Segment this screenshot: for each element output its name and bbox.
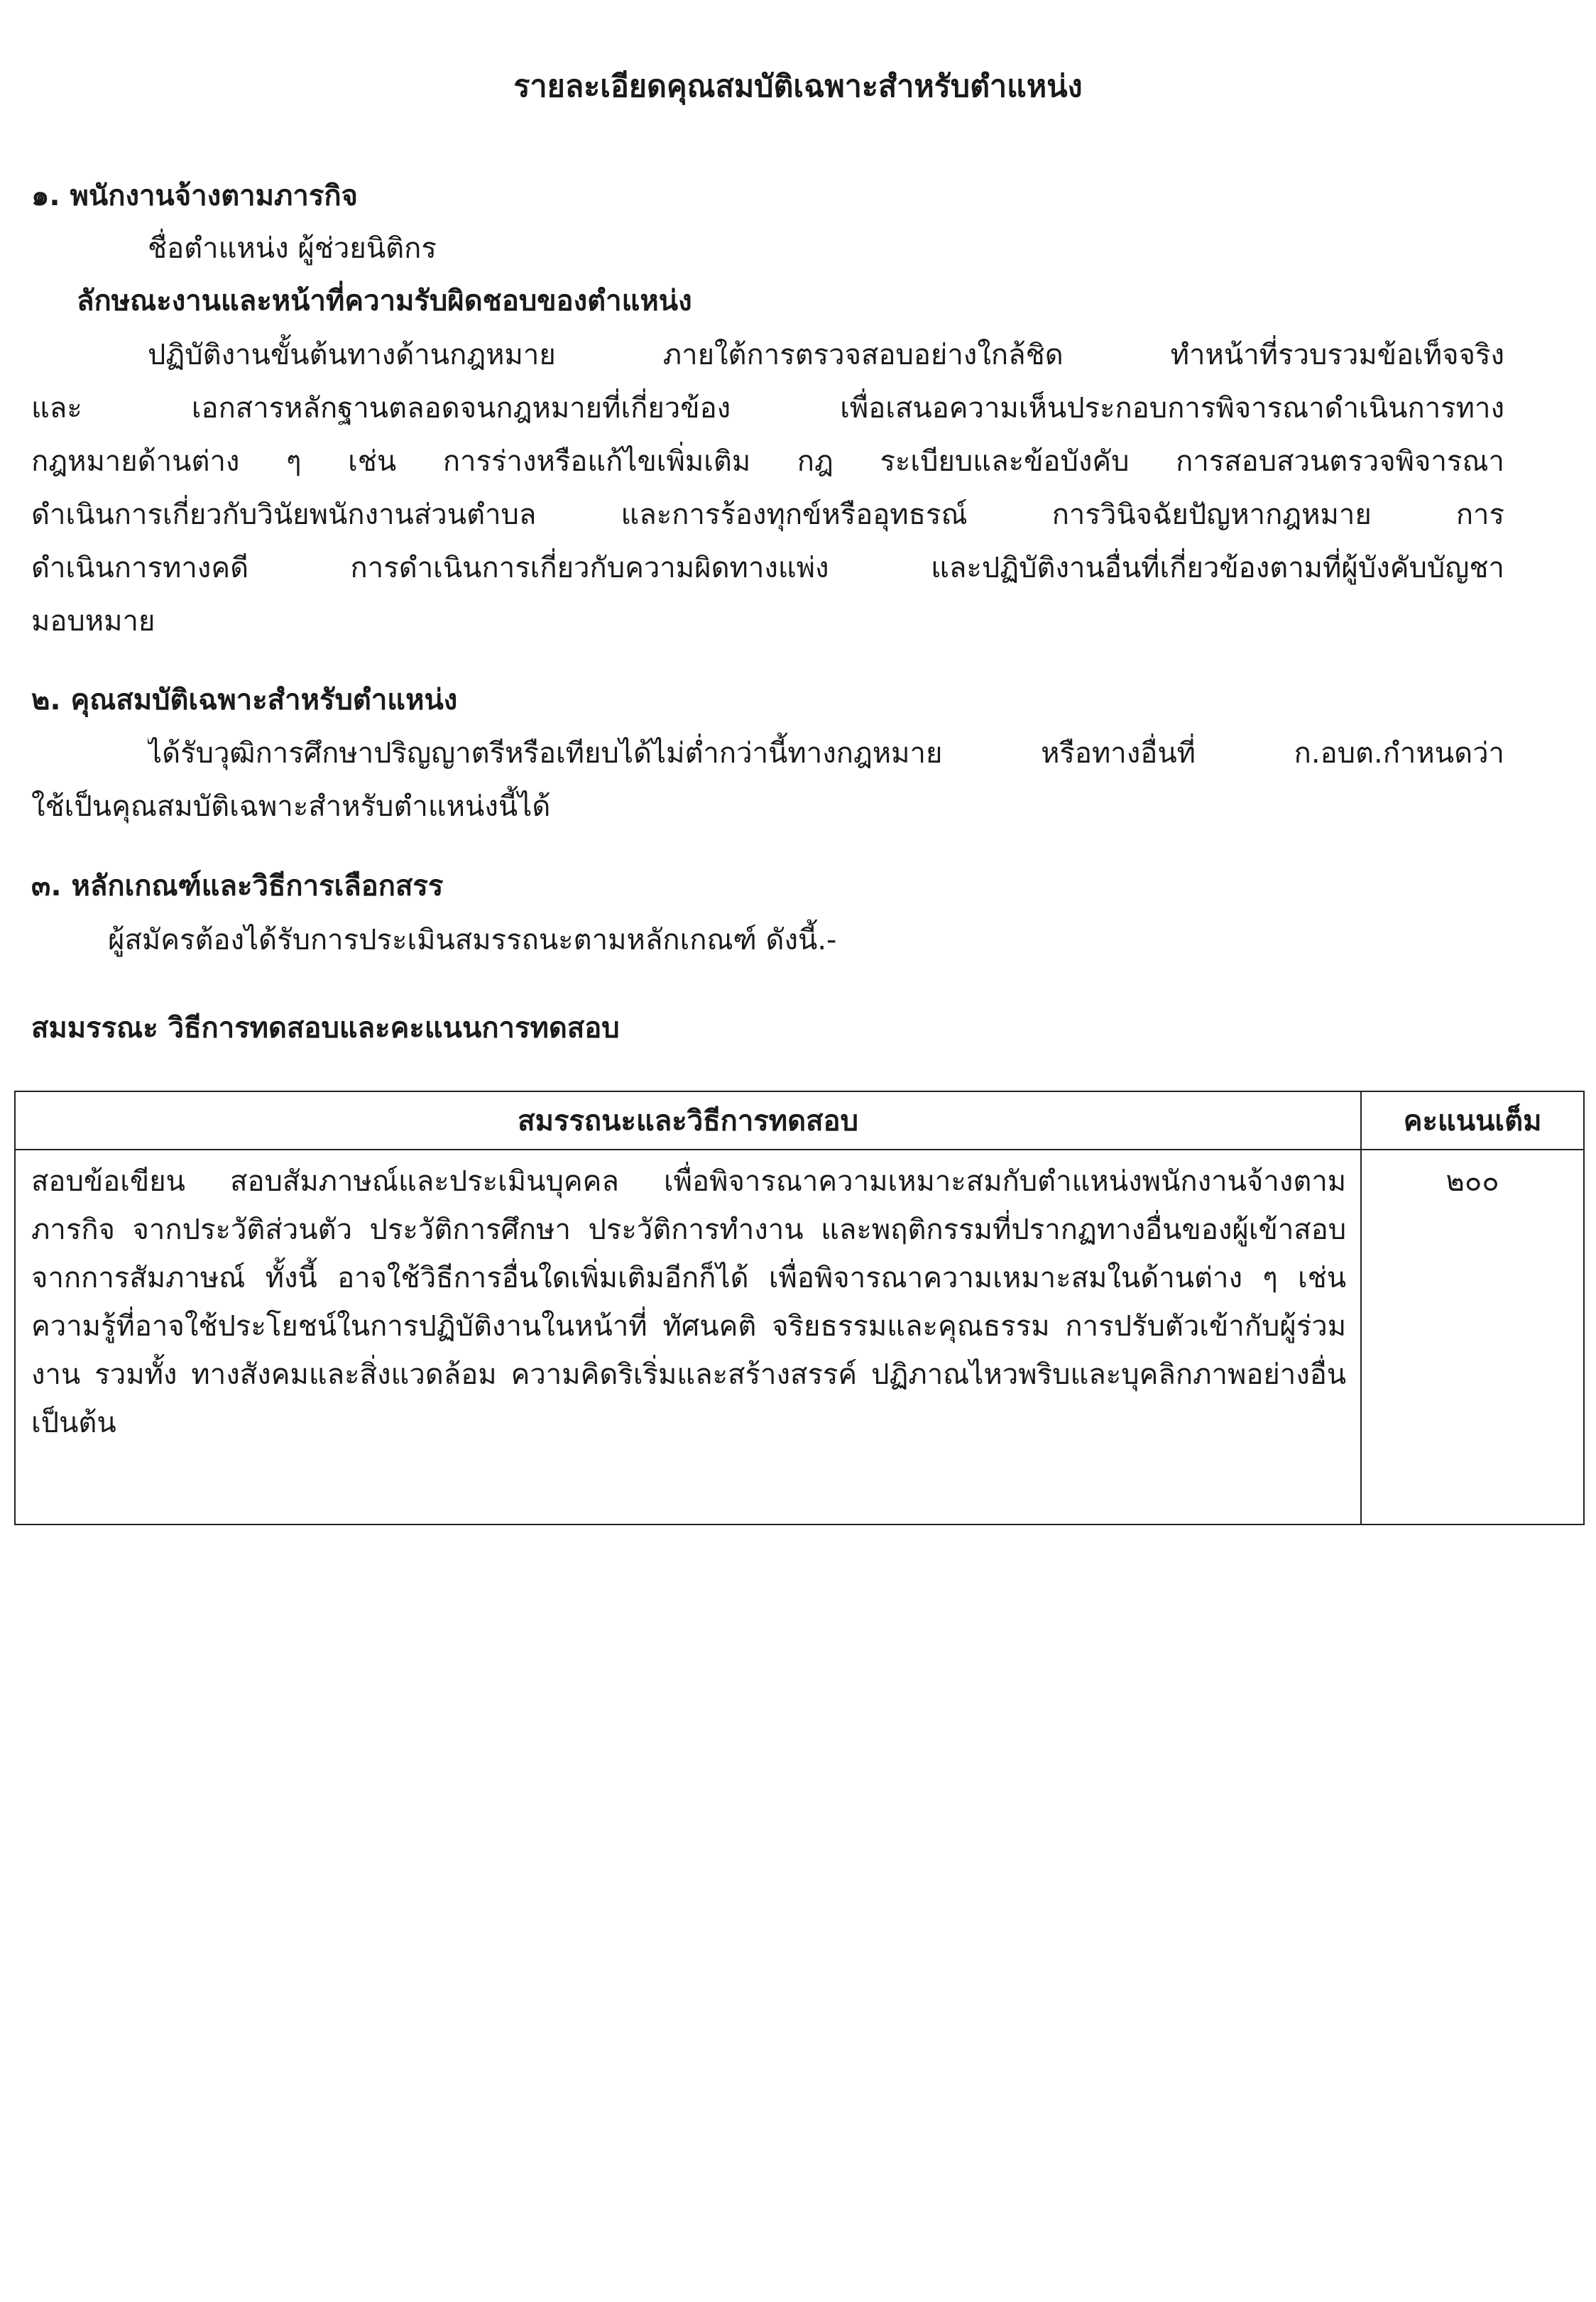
section2-heading: ๒. คุณสมบัติเฉพาะสำหรับตำแหน่ง — [31, 684, 458, 716]
qualification-line: ได้รับวุฒิการศึกษาปริญญาตรีหรือเทียบได้ไม่ต่ำกว่านี้ทางกฎหมาย หรือทางอื่นที่ ก.อบต.กำหนดว่า — [148, 737, 1504, 770]
full-score-value: ๒๐๐ — [1445, 1165, 1499, 1198]
duties-line: ปฏิบัติงานขั้นต้นทางด้านกฎหมาย ภายใต้การตรวจสอบอย่างใกล้ชิด ทำหน้าที่รวบรวมข้อเท็จจริง — [148, 339, 1504, 371]
duties-line: กฎหมายด้านต่าง ๆ เช่น การร่างหรือแก้ไขเพิ่มเติม กฎ ระเบียบและข้อบังคับ การสอบสวนตรวจพิจารณา — [31, 445, 1504, 478]
table-header-row — [15, 1091, 1584, 1150]
competency-table — [14, 1091, 1585, 1525]
position-name-line: ชื่อตำแหน่ง ผู้ช่วยนิติกร — [148, 232, 437, 265]
section3-heading: ๓. หลักเกณฑ์และวิธีการเลือกสรร — [31, 870, 444, 902]
column-header-competency: สมรรถนะและวิธีการทดสอบ — [15, 1091, 1361, 1150]
duties-line: ดำเนินการทางคดี การดำเนินการเกี่ยวกับความผิดทางแพ่ง และปฏิบัติงานอื่นที่เกี่ยวข้องตามที่ผู้บังคับบัญชา — [31, 552, 1504, 584]
column-header-full-score: คะแนนเต็ม — [1361, 1091, 1584, 1150]
competency-description: สอบข้อเขียน สอบสัมภาษณ์และประเมินบุคคล เพื่อพิจารณาความเหมาะสมกับตำแหน่งพนักงานจ้างตามภารกิจ จากประวัติส่วนตัว ประวัติการศึกษา ประวัติการทำงาน และพฤติกรรมที่ปรากฏทางอื่นของผู้เข้าสอบจากการสัมภาษณ์ ทั้งนี้ อาจใช้วิธีการอื่นใดเพิ่มเติมอีกก็ได้ เพื่อพิจารณาความเหมาะสมในด้านต่าง ๆ เช่น ความรู้ที่อาจใช้ประโยชน์ในการปฏิบัติงานในหน้าที่ ทัศนคติ จริยธรรมและคุณธรรม การปรับตัวเข้ากับผู้ร่วมงาน รวมทั้ง ทางสังคมและสิ่งแวดล้อม ความคิดริเริ่มและสร้างสรรค์ ปฏิภาณไหวพริบและบุคลิกภาพอย่างอื่น เป็นต้น — [31, 1165, 1347, 1439]
score-cell — [1361, 1150, 1584, 1524]
section1-heading: ๑. พนักงานจ้างตามภารกิจ — [31, 180, 358, 212]
duties-heading: ลักษณะงานและหน้าที่ความรับผิดชอบของตำแหน่ง — [77, 285, 692, 317]
selection-intro: ผู้สมัครต้องได้รับการประเมินสมรรถนะตามหลักเกณฑ์ ดังนี้.- — [108, 924, 837, 956]
duties-line: และ เอกสารหลักฐานตลอดจนกฎหมายที่เกี่ยวข้อง เพื่อเสนอความเห็นประกอบการพิจารณาดำเนินการทาง — [31, 392, 1504, 425]
document-title: รายละเอียดคุณสมบัติเฉพาะสำหรับตำแหน่ง — [513, 69, 1083, 104]
duties-line: ดำเนินการเกี่ยวกับวินัยพนักงานส่วนตำบล และการร้องทุกข์หรืออุทธรณ์ การวินิจฉัยปัญหากฎหมาย การ — [31, 498, 1504, 531]
table-row — [15, 1150, 1584, 1524]
competency-cell — [15, 1150, 1361, 1524]
competency-heading: สมมรรณะ วิธีการทดสอบและคะแนนการทดสอบ — [31, 1012, 620, 1044]
duties-line: มอบหมาย — [31, 605, 155, 638]
qualification-line: ใช้เป็นคุณสมบัติเฉพาะสำหรับตำแหน่งนี้ได้ — [31, 790, 551, 823]
